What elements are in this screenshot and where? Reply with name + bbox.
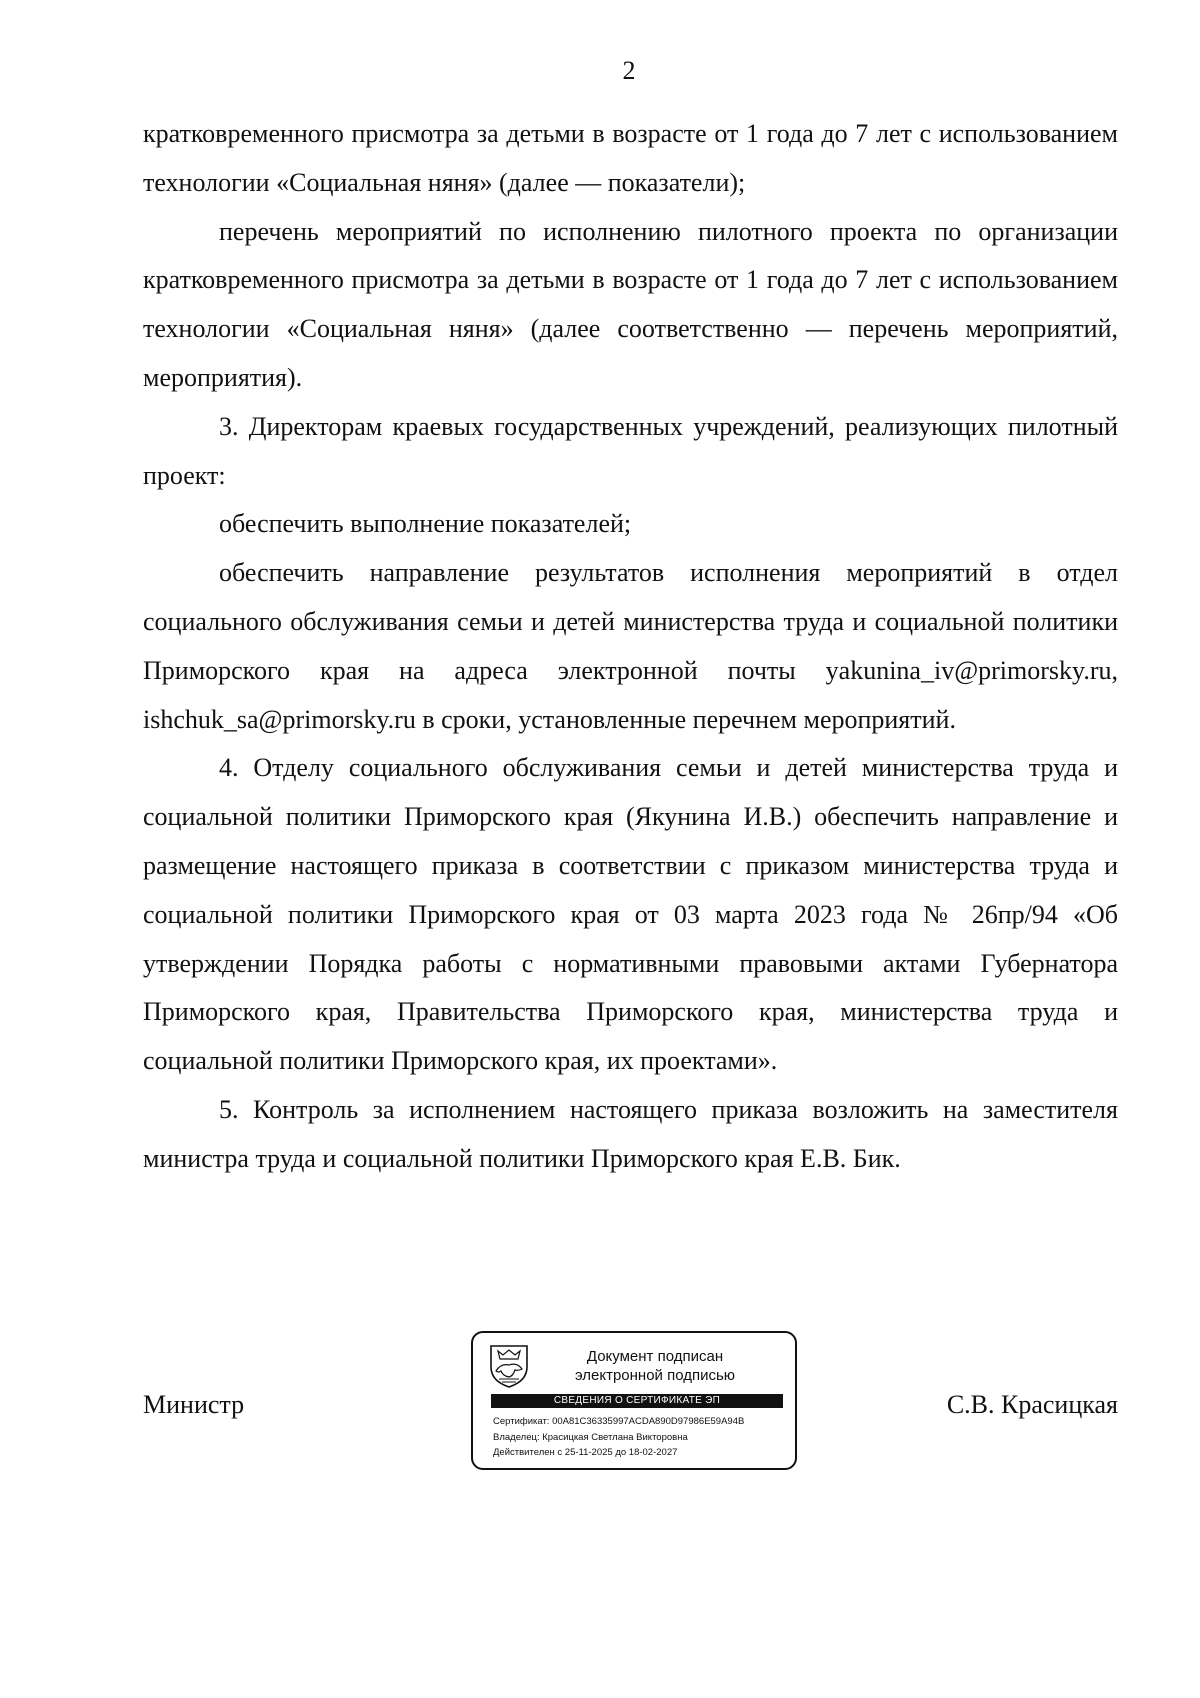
electronic-signature-stamp	[471, 1331, 797, 1470]
certificate-number: Сертификат: 00A81C36335997ACDA890D97986E59A94B	[493, 1416, 745, 1427]
paragraph-item-4: 4. Отделу социального обслуживания семьи и детей министерства труда и социальной политики Приморского края (Якунина И.В.) обеспечить направление и размещение настоящего приказа в соответствии с приказом министерства труда и социальной политики Приморского края от 03 марта 2023 года № 26пр/94 «Об утверждении Порядка работы с нормативными правовыми актами Губернатора Приморского края, Правительства Приморского края, министерства труда и социальной политики Приморского края, их проектами».	[143, 753, 1118, 1076]
paragraph-ensure-results: обеспечить направление результатов исполнения мероприятий в отдел социального обслуживания семьи и детей министерства труда и социальной политики Приморского края на адреса электронной почты yakunina_iv@primorsky.ru, ishchuk_sa@primorsky.ru в сроки, установленные перечнем мероприятий.	[143, 558, 1118, 734]
stamp-header-line-1: Документ подписан	[586, 1348, 724, 1365]
certificate-owner: Владелец: Красицкая Светлана Викторовна	[493, 1431, 688, 1443]
paragraph-ensure-indicators: обеспечить выполнение показателей;	[219, 509, 632, 539]
signatory-name: С.В. Красицкая	[946, 1390, 1118, 1419]
certificate-details	[493, 1414, 744, 1461]
paragraph-indicators: кратковременного присмотра за детьми в возрасте от 1 года до 7 лет с использованием технологии «Социальная няня» (далее — показатели);	[143, 119, 1118, 197]
certificate-validity: Действителен с 25-11-2025 до 18-02-2027	[493, 1447, 678, 1458]
stamp-header-line-2: электронной подписью	[574, 1367, 736, 1384]
signatory-title: Министр	[143, 1390, 245, 1419]
paragraph-item-5: 5. Контроль за исполнением настоящего приказа возложить на заместителя министра труда и социальной политики Приморского края Е.В. Бик.	[143, 1094, 1118, 1173]
certificate-info-bar: СВЕДЕНИЯ О СЕРТИФИКАТЕ ЭП	[491, 1394, 783, 1408]
page-number: 2	[622, 56, 636, 85]
paragraph-events-list: перечень мероприятий по исполнению пилотного проекта по организации кратковременного присмотра за детьми в возрасте от 1 года до 7 лет с использованием технологии «Социальная няня» (далее соответственно — перечень мероприятий, мероприятия).	[143, 216, 1118, 392]
coat-of-arms-icon	[487, 1343, 531, 1389]
stamp-header	[535, 1347, 775, 1385]
document-body	[143, 110, 1118, 1184]
paragraph-item-3: 3. Директорам краевых государственных учреждений, реализующих пилотный проект:	[143, 411, 1118, 490]
